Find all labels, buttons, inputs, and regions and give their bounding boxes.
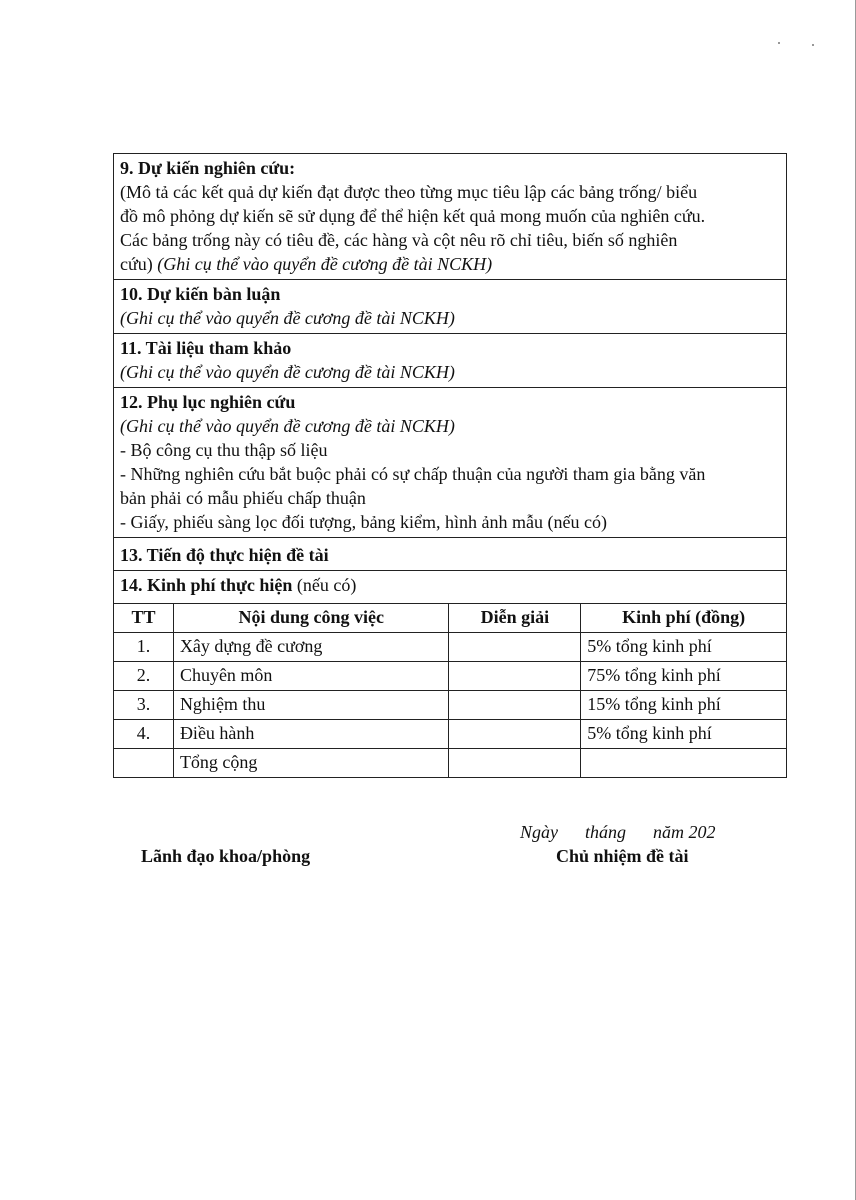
section-12-item: - Giấy, phiếu sàng lọc đối tượng, bảng kiểm, hình ảnh mẫu (nếu có): [120, 512, 607, 532]
signature-left-title: Lãnh đạo khoa/phòng: [141, 846, 311, 866]
budget-header-row: [114, 604, 787, 633]
section-11-cell: [114, 334, 787, 388]
budget-row: [114, 662, 787, 691]
section-9-row: [114, 154, 787, 280]
budget-cost-cell: 75% tổng kinh phí: [581, 662, 787, 691]
budget-cost-cell: [581, 749, 787, 778]
section-12-note: (Ghi cụ thể vào quyển đề cương đề tài NCKH): [120, 416, 455, 436]
proposal-table: [113, 153, 787, 778]
section-11-heading: 11. Tài liệu tham khảo: [120, 338, 292, 358]
budget-tt-cell: 3.: [114, 691, 174, 720]
section-12-item: - Những nghiên cứu bắt buộc phải có sự chấp thuận của người tham gia bằng văn: [120, 464, 706, 484]
scan-speck: [812, 44, 814, 46]
budget-cost-cell: 15% tổng kinh phí: [581, 691, 787, 720]
budget-row: [114, 720, 787, 749]
budget-header-cost: Kinh phí (đồng): [581, 604, 787, 633]
budget-explain-cell: [449, 720, 581, 749]
budget-content-cell: Chuyên môn: [173, 662, 449, 691]
budget-explain-cell: [449, 749, 581, 778]
budget-cost-cell: 5% tổng kinh phí: [581, 720, 787, 749]
budget-explain-cell: [449, 691, 581, 720]
budget-row: [114, 633, 787, 662]
budget-explain-cell: [449, 633, 581, 662]
budget-explain-cell: [449, 662, 581, 691]
section-9-last-line: [120, 252, 780, 276]
budget-content-cell: Điều hành: [173, 720, 449, 749]
budget-tt-cell: 2.: [114, 662, 174, 691]
section-13-cell: [114, 538, 787, 571]
section-10-row: [114, 280, 787, 334]
scan-speck: [778, 42, 780, 44]
section-12-row: [114, 388, 787, 538]
budget-tt-cell: [114, 749, 174, 778]
section-13-heading: 13. Tiến độ thực hiện đề tài: [120, 545, 329, 565]
budget-total-row: [114, 749, 787, 778]
budget-tt-cell: 4.: [114, 720, 174, 749]
section-10-cell: [114, 280, 787, 334]
section-14-cell: [114, 571, 787, 604]
section-10-heading: 10. Dự kiến bàn luận: [120, 284, 281, 304]
budget-row: [114, 691, 787, 720]
budget-header-explain: Diễn giải: [449, 604, 581, 633]
section-12-item: bản phải có mẫu phiếu chấp thuận: [120, 488, 366, 508]
section-12-cell: [114, 388, 787, 538]
budget-header-content: Nội dung công việc: [173, 604, 449, 633]
section-14-heading: 14. Kinh phí thực hiện: [120, 575, 293, 595]
section-9-heading: 9. Dự kiến nghiên cứu:: [120, 158, 296, 178]
section-11-note: (Ghi cụ thể vào quyển đề cương đề tài NCKH): [120, 362, 455, 382]
section-12-heading: 12. Phụ lục nghiên cứu: [120, 392, 296, 412]
budget-content-cell: Nghiệm thu: [173, 691, 449, 720]
section-9-line: đồ mô phỏng dự kiến sẽ sử dụng để thể hiện kết quả mong muốn của nghiên cứu.: [120, 206, 706, 226]
signature-date-line: Ngày tháng năm 202: [520, 822, 716, 842]
signature-right-title: Chủ nhiệm đề tài: [556, 846, 689, 866]
budget-cost-cell: 5% tổng kinh phí: [581, 633, 787, 662]
section-9-cell: [114, 154, 787, 280]
section-11-row: [114, 334, 787, 388]
section-14-suffix: (nếu có): [292, 575, 357, 595]
budget-content-cell: Tổng cộng: [173, 749, 449, 778]
section-9-line: Các bảng trống này có tiêu đề, các hàng và cột nêu rõ chỉ tiêu, biến số nghiên: [120, 230, 678, 250]
budget-header-tt: TT: [114, 604, 174, 633]
section-9-note: (Ghi cụ thể vào quyển đề cương đề tài NCKH): [157, 254, 493, 274]
section-12-item: - Bộ công cụ thu thập số liệu: [120, 440, 328, 460]
section-14-row: [114, 571, 787, 604]
section-10-note: (Ghi cụ thể vào quyển đề cương đề tài NCKH): [120, 308, 455, 328]
budget-content-cell: Xây dựng đề cương: [173, 633, 449, 662]
budget-tt-cell: 1.: [114, 633, 174, 662]
section-13-row: [114, 538, 787, 571]
section-9-line: (Mô tả các kết quả dự kiến đạt được theo từng mục tiêu lập các bảng trống/ biểu: [120, 182, 698, 202]
section-9-last-plain: cứu): [120, 254, 158, 274]
